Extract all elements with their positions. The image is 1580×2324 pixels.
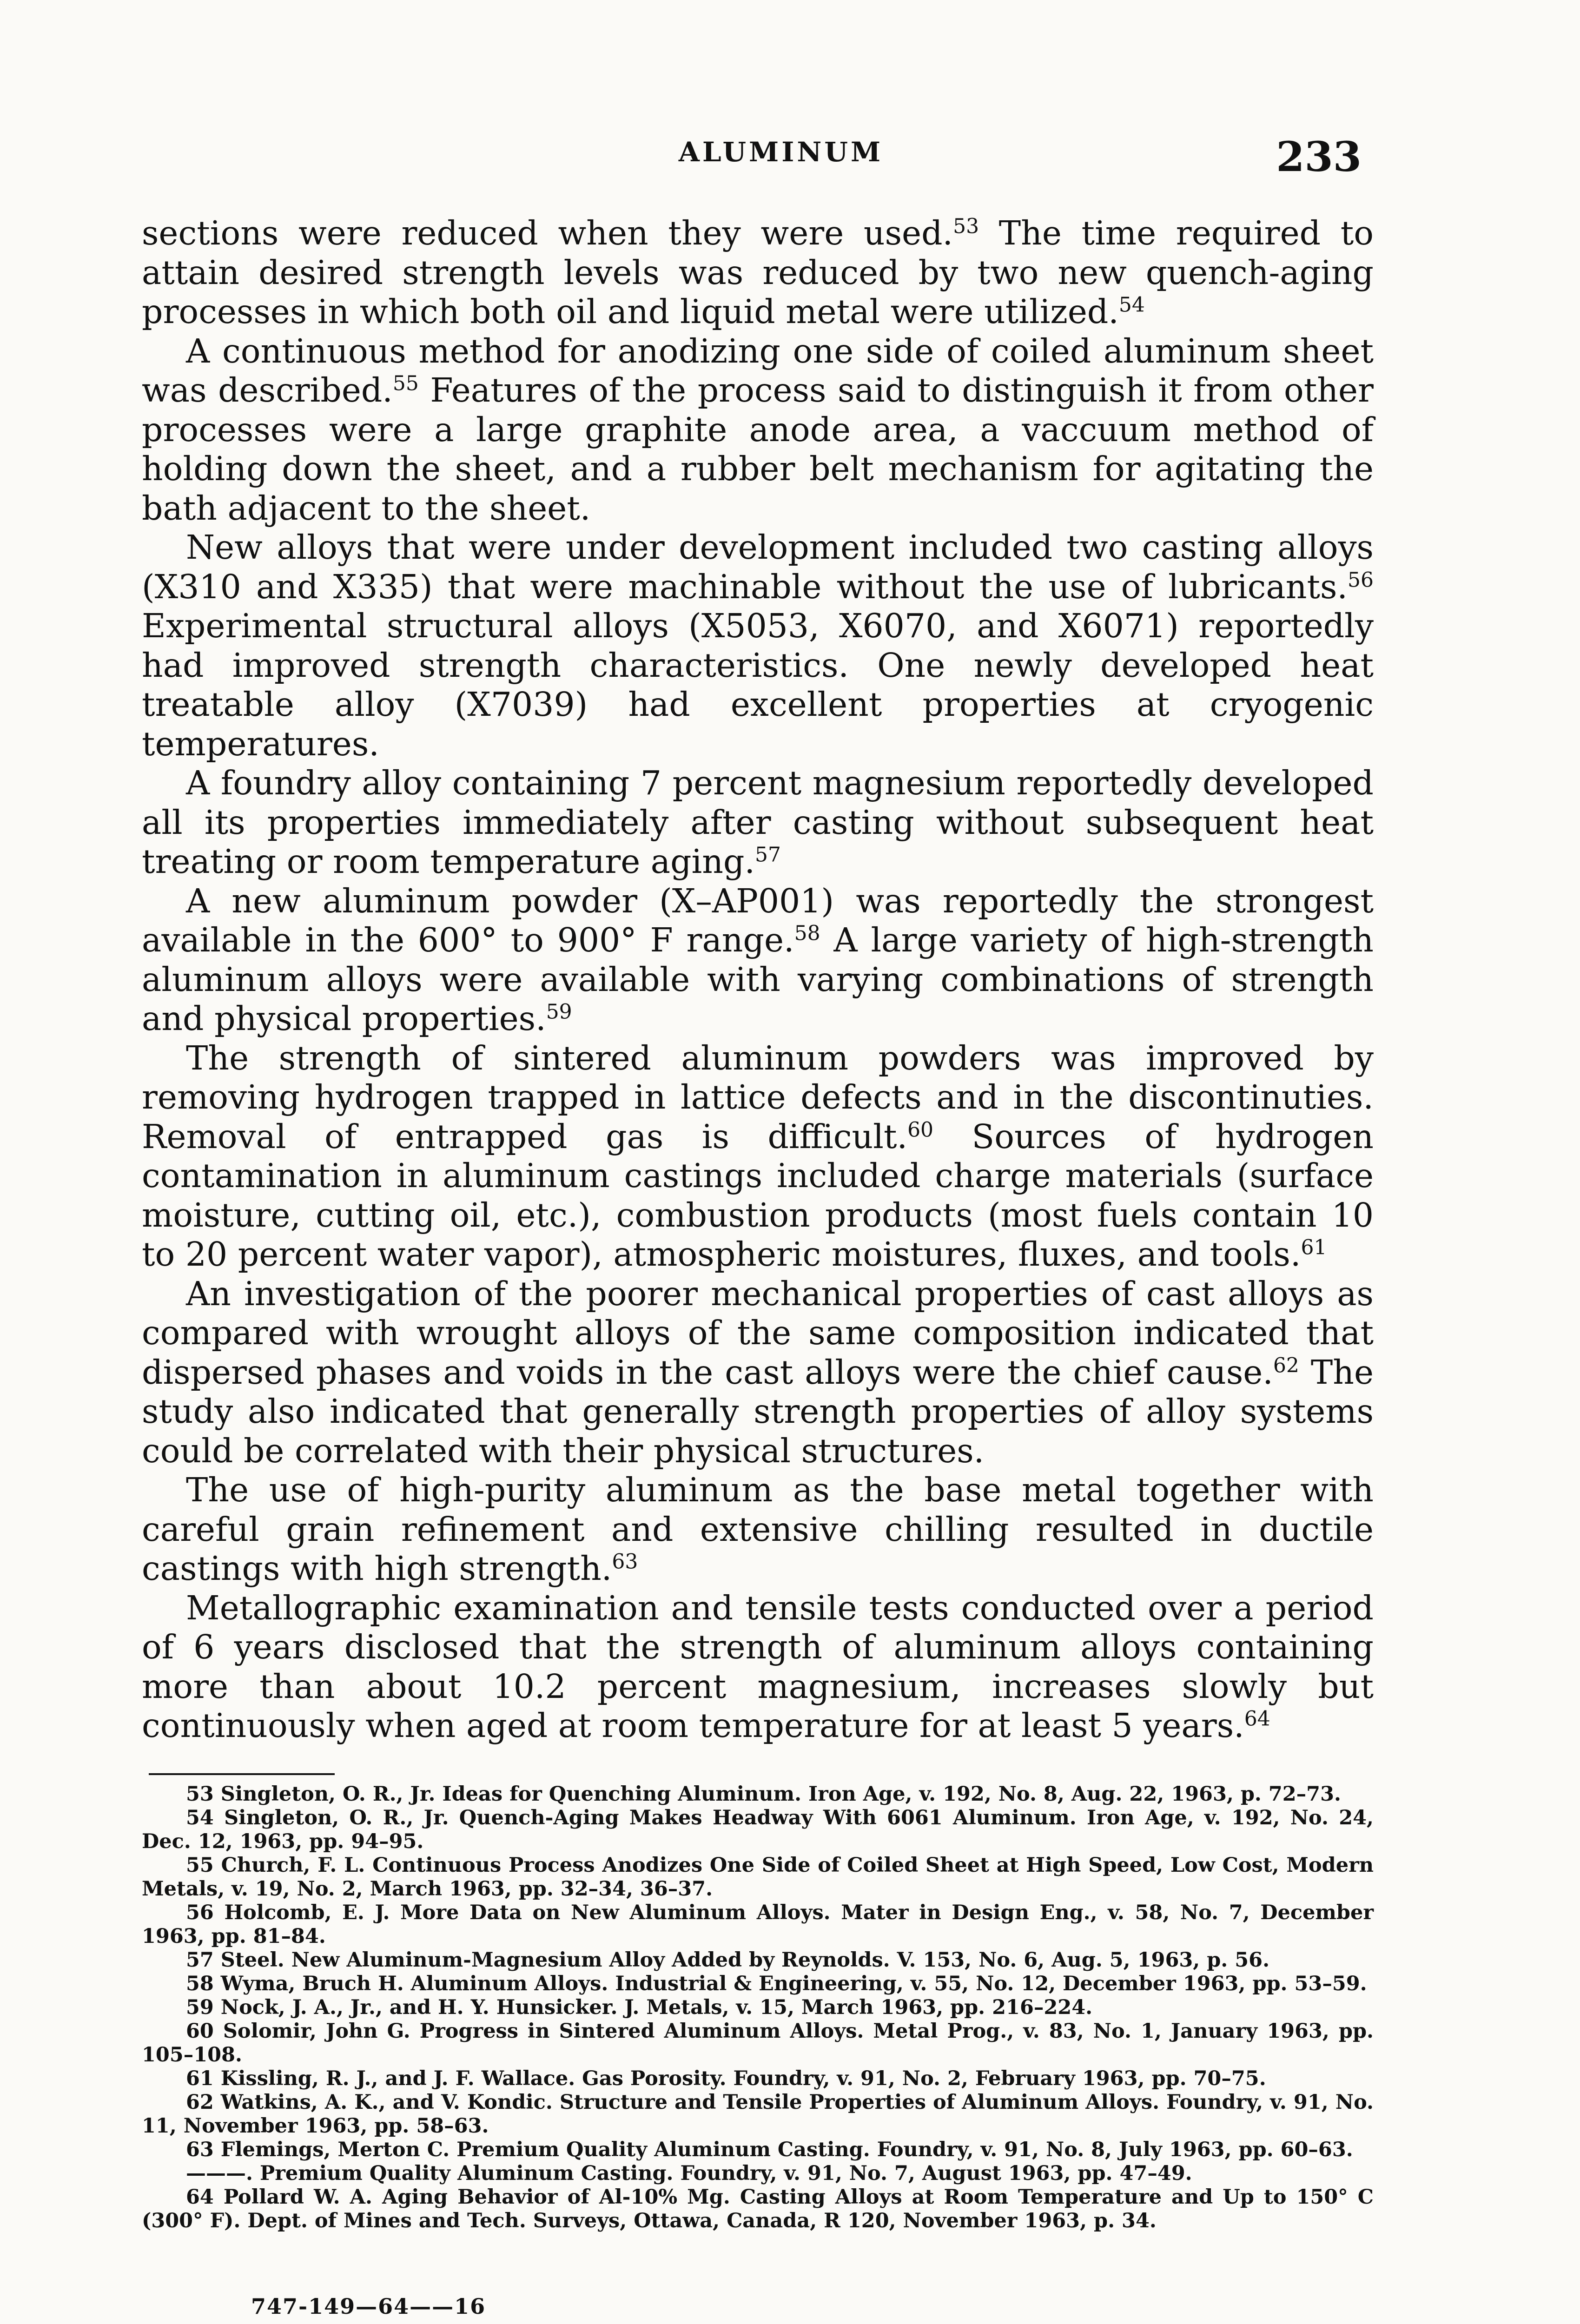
footnote: 61 Kissling, R. J., and J. F. Wallace. Gas Porosity. Foundry, v. 91, No. 2, February 1963, pp. 70–75. bbox=[186, 2067, 1266, 2090]
footnote: 62 Watkins, A. K., and V. Kondic. Structure and Tensile Properties of Aluminum Alloys. Foundry, v. 91, No. 11, November 1963, pp. 58–63. bbox=[142, 2091, 1374, 2138]
paragraph: A new aluminum powder (X–AP001) was reportedly the strongest available in the 600° to 900° F range.$^{58}$ A large variety of high-strength aluminum alloys were available with varying combinations of strength and physical properties.$^{59}$ bbox=[142, 881, 1374, 1038]
footnote-ref: 63 bbox=[612, 1550, 638, 1574]
footnote: 55 Church, F. L. Continuous Process Anodizes One Side of Coiled Sheet at High Speed, Low Cost, Modern Metals, v. 19, No. 2, March 1963, pp. 32–34, 36–37. bbox=[142, 1854, 1374, 1901]
paragraph: The use of high-purity aluminum as the base metal together with careful grain refinement and extensive chilling resulted in ductile castings with high strength.$^{63}$ bbox=[142, 1471, 1374, 1588]
paragraph: sections were reduced when they were used.$^{53}$ The time required to attain desired strength levels was reduced by two new quench-aging processes in which both oil and liquid metal were utilized.$^{54}$ bbox=[142, 214, 1374, 331]
footnote-ref: 53 bbox=[953, 214, 979, 238]
paragraph: An investigation of the poorer mechanical properties of cast alloys as compared with wrought alloys of the same composition indicated that dispersed phases and voids in the cast alloys were the chief cause.$^{62}$ The study also indicated that generally strength properties of alloy systems could be correlated with their physical structures. bbox=[142, 1274, 1374, 1470]
footnote: ———. Premium Quality Aluminum Casting. Foundry, v. 91, No. 7, August 1963, pp. 47–49. bbox=[186, 2162, 1192, 2185]
footnote: 63 Flemings, Merton C. Premium Quality Aluminum Casting. Foundry, v. 91, No. 8, July 1963, pp. 60–63. bbox=[186, 2138, 1353, 2161]
page-header bbox=[0, 132, 1580, 184]
footnote: 56 Holcomb, E. J. More Data on New Aluminum Alloys. Mater in Design Eng., v. 58, No. 7, December 1963, pp. 81–84. bbox=[142, 1901, 1374, 1948]
printer-imprint: 747-149—64——16 bbox=[251, 2294, 486, 2319]
footnote-ref: 57 bbox=[755, 843, 781, 867]
footnote-ref: 56 bbox=[1348, 568, 1374, 592]
footnote: 58 Wyma, Bruch H. Aluminum Alloys. Industrial & Engineering, v. 55, No. 12, December 1963, pp. 53–59. bbox=[186, 1972, 1367, 1995]
paragraph: A continuous method for anodizing one side of coiled aluminum sheet was described.$^{55}$ Features of the process said to distinguish it from other processes were a large graphite anode area, a vaccuum method of holding down the sheet, and a rubber belt mechanism for agitating the bath adjacent to the sheet. bbox=[142, 331, 1374, 528]
footnote: 60 Solomir, John G. Progress in Sintered Aluminum Alloys. Metal Prog., v. 83, No. 1, January 1963, pp. 105–108. bbox=[142, 2020, 1374, 2067]
footnote-ref: 62 bbox=[1273, 1353, 1299, 1377]
paragraph: The strength of sintered aluminum powders was improved by removing hydrogen trapped in lattice defects and in the discontinuties. Removal of entrapped gas is difficult.$^{60}$ Sources of hydrogen contamination in aluminum castings included charge materials (surface moisture, cutting oil, etc.), combustion products (most fuels contain 10 to 20 percent water vapor), atmospheric moistures, fluxes, and tools.$^{61}$ bbox=[142, 1038, 1374, 1274]
footnote-divider bbox=[149, 1773, 335, 1775]
footnote-ref: 61 bbox=[1301, 1235, 1327, 1260]
footnote: 53 Singleton, O. R., Jr. Ideas for Quenching Aluminum. Iron Age, v. 192, No. 8, Aug. 22, 1963, p. 72–73. bbox=[186, 1783, 1341, 1806]
footnote-ref: 60 bbox=[907, 1117, 934, 1142]
footnote: 59 Nock, J. A., Jr., and H. Y. Hunsicker. J. Metals, v. 15, March 1963, pp. 216–224. bbox=[186, 1996, 1093, 2019]
paragraph: New alloys that were under development included two casting alloys (X310 and X335) that were machinable without the use of lubricants.$^{56}$ Experimental structural alloys (X5053, X6070, and X6071) reportedly had improved strength characteristics. One newly developed heat treatable alloy (X7039) had excellent properties at cryogenic temperatures. bbox=[142, 528, 1374, 763]
footnote-ref: 55 bbox=[392, 371, 419, 396]
footnotes bbox=[142, 1783, 1374, 2233]
footnote: 57 Steel. New Aluminum-Magnesium Alloy Added by Reynolds. V. 153, No. 6, Aug. 5, 1963, p. 56. bbox=[186, 1948, 1270, 1972]
footnote-ref: 58 bbox=[794, 921, 820, 945]
body-text bbox=[142, 214, 1374, 1746]
footnote-ref: 64 bbox=[1244, 1707, 1270, 1731]
paragraph: A foundry alloy containing 7 percent magnesium reportedly developed all its properties immediately after casting without subsequent heat treating or room temperature aging.$^{57}$ bbox=[142, 764, 1374, 881]
footnote-ref: 59 bbox=[546, 1000, 572, 1024]
running-head: ALUMINUM bbox=[678, 136, 884, 168]
page-number: 233 bbox=[1276, 132, 1362, 181]
paragraph: Metallographic examination and tensile tests conducted over a period of 6 years disclosed that the strength of aluminum alloys containing more than about 10.2 percent magnesium, increases slowly but continuously when aged at room temperature for at least 5 years.$^{64}$ bbox=[142, 1588, 1374, 1745]
footnote-ref: 54 bbox=[1118, 293, 1145, 317]
footnote: 64 Pollard W. A. Aging Behavior of Al-10% Mg. Casting Alloys at Room Temperature and Up to 150° C (300° F). Dept. of Mines and Tech. Surveys, Ottawa, Canada, R 120, November 1963, p. 34. bbox=[142, 2185, 1374, 2232]
footnote: 54 Singleton, O. R., Jr. Quench-Aging Makes Headway With 6061 Aluminum. Iron Age, v. 192, No. 24, Dec. 12, 1963, pp. 94–95. bbox=[142, 1806, 1374, 1853]
